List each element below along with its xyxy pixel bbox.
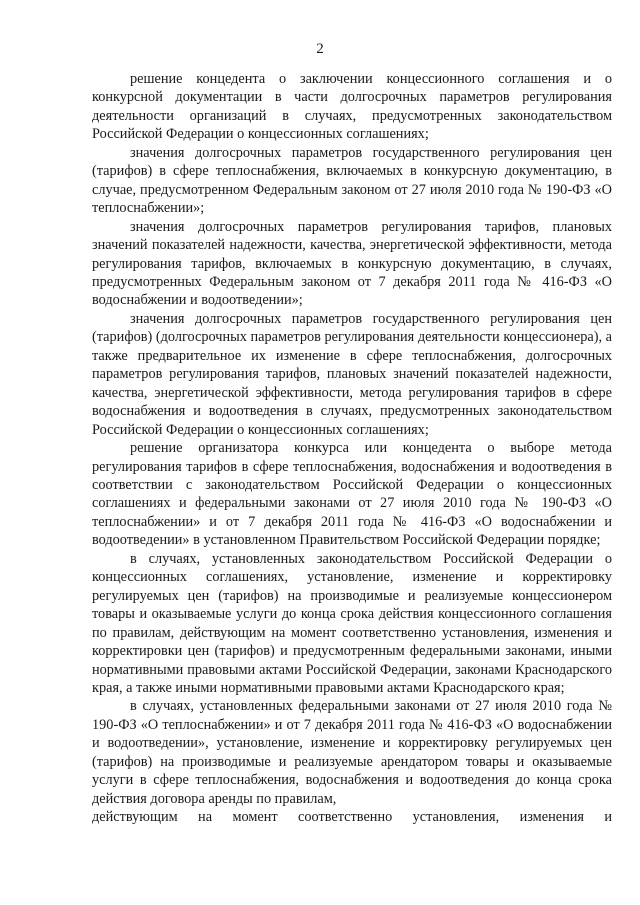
document-body (92, 70, 612, 827)
paragraph-tariff-method-decision: решение организатора конкурса или концедента о выборе метода регулирования тарифов в сфере теплоснабжения, водоснабжения и водоотведения в соответствии с законодательством Российской Федерации о концессионных соглашениях и федеральными законами от 27 июля 2010 года № 190-ФЗ «О теплоснабжении» и от 7 декабря 2011 года № 416-ФЗ «О водоснабжении и водоотведении» в установленном Правительством Российской Федерации порядке; (92, 440, 612, 549)
paragraph-long-term-parameters: значения долгосрочных параметров государственного регулирования цен (тарифов) (долгосрочных параметров регулирования деятельности концессионера), а также предварительное их изменение в сфере теплоснабжения, долгосрочных параметров регулирования тарифов, плановых значений показателей надежности, качества, энергетической эффективности, метода регулирования тарифов в сфере водоснабжения и водоотведения в случаях, предусмотренных законодательством Российской Федерации о концессионных соглашениях; (92, 310, 612, 438)
paragraph-water-supply-parameters: значения долгосрочных параметров регулирования тарифов, плановых значений показателей надежности, качества, энергетической эффективности, метода регулирования тарифов, включаемых в конкурсную документацию, в случаях, предусмотренных Федеральным законом от 7 декабря 2011 года № 416-ФЗ «О водоснабжении и водоотведении»; (92, 218, 612, 309)
paragraph-continued-line: действующим на момент соответственно установления, изменения и (92, 809, 612, 826)
page-number: 2 (316, 41, 324, 57)
paragraph-concession-tariffs: в случаях, установленных законодательством Российской Федерации о концессионных соглашениях, установление, изменение и корректировку регулируемых цен (тарифов) на производимые и реализуемые концессионером товары и оказываемые услуги до конца срока действия концессионного соглашения по правилам, действующим на момент соответственно установления, изменения и корректировки цен (тарифов) и предусмотренным федеральными законами, иными нормативными правовыми актами Российской Федерации, законами Краснодарского края, а также иными нормативными правовыми актами Краснодарского края; (92, 550, 612, 696)
paragraph-concedent-decision: решение концедента о заключении концессионного соглашения и о конкурсной документации в части долгосрочных параметров регулирования деятельности организаций в случаях, предусмотренных законодательством Российской Федерации о концессионных соглашениях; (92, 71, 612, 143)
paragraph-lease-tariffs: в случаях, установленных федеральными законами от 27 июля 2010 года № 190-ФЗ «О теплоснабжении» и от 7 декабря 2011 года № 416-ФЗ «О водоснабжении и водоотведении», установление, изменение и корректировку регулируемых цен (тарифов) на производимые и реализуемые арендатором товары и оказываемые услуги в сфере теплоснабжения, водоснабжения и водоотведения до конца срока действия договора аренды по правилам, (92, 698, 612, 807)
paragraph-heat-supply-parameters: значения долгосрочных параметров государственного регулирования цен (тарифов) в сфере теплоснабжения, включаемых в конкурсную документацию, в случае, предусмотренном Федеральным законом от 27 июля 2010 года № 190-ФЗ «О теплоснабжении»; (92, 144, 612, 217)
